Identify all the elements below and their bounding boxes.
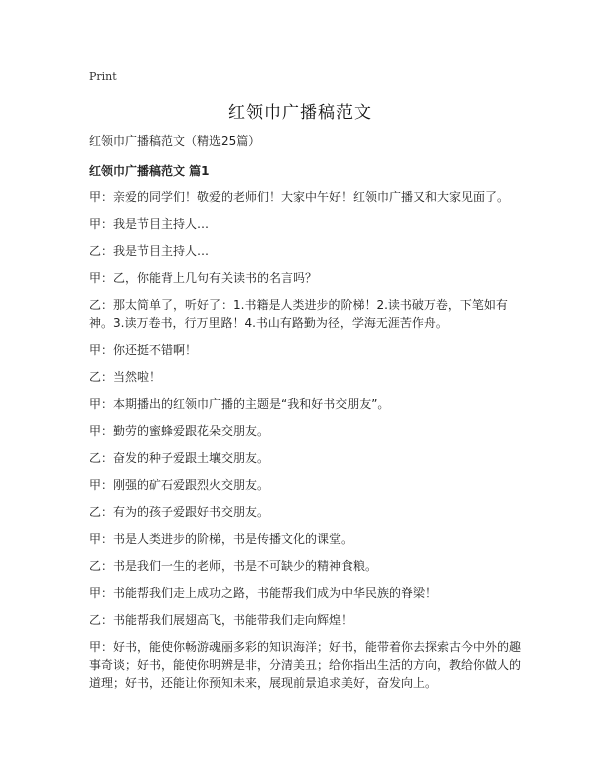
dialogue-line: 甲：书能帮我们走上成功之路，书能帮我们成为中华民族的脊梁！ [89,586,438,600]
dialogue-line: 甲：亲爱的同学们！敬爱的老师们！大家中午好！红领巾广播又和大家见面了。 [89,190,510,204]
document-body [89,132,521,701]
dialogue-line: 甲：书是人类进步的阶梯，书是传播文化的课堂。 [89,532,354,546]
dialogue-line: 乙：当然啦！ [89,370,162,384]
dialogue-line: 乙：我是节目主持人… [89,244,210,258]
dialogue-line: 甲：好书，能使你畅游魂丽多彩的知识海洋；好书，能带着你去探索古今中外的趣事奇谈；好书，能使你明辨是非，分清美丑；给你指出生活的方向，教给你做人的道理；好书，还能让你预知未来，展现前景追求美好，奋发向上。 [89,640,522,690]
dialogue-line: 乙：奋发的种子爱跟土壤交朋友。 [89,451,270,465]
dialogue-line: 乙：书能帮我们展翅高飞，书能带我们走向辉煌！ [89,613,354,627]
dialogue-line: 甲：勤劳的蜜蜂爱跟花朵交朋友。 [89,424,270,438]
dialogue-line: 乙：那太简单了，听好了：1.书籍是人类进步的阶梯！2.读书破万卷，下笔如有神。3.读万卷书，行万里路！4.书山有路勤为径，学海无涯苦作舟。 [89,298,508,330]
dialogue-line: 乙：有为的孩子爱跟好书交朋友。 [89,505,270,519]
dialogue-line: 甲：刚强的矿石爱跟烈火交朋友。 [89,478,270,492]
page-title: 红领巾广播稿范文 [228,103,372,123]
dialogue-line: 甲：乙，你能背上几句有关读书的名言吗？ [89,271,318,285]
dialogue-line: 甲：你还挺不错啊！ [89,343,198,357]
document-subtitle: 红领巾广播稿范文（精选25篇） [89,134,261,148]
dialogue-line: 乙：书是我们一生的老师，书是不可缺少的精神食粮。 [89,559,378,573]
dialogue-line: 甲：本期播出的红领巾广播的主题是“我和好书交朋友”。 [89,397,390,411]
print-link[interactable]: Print [89,70,117,83]
section-heading: 红领巾广播稿范文 篇1 [89,164,210,178]
dialogue-line: 甲：我是节目主持人… [89,217,210,231]
